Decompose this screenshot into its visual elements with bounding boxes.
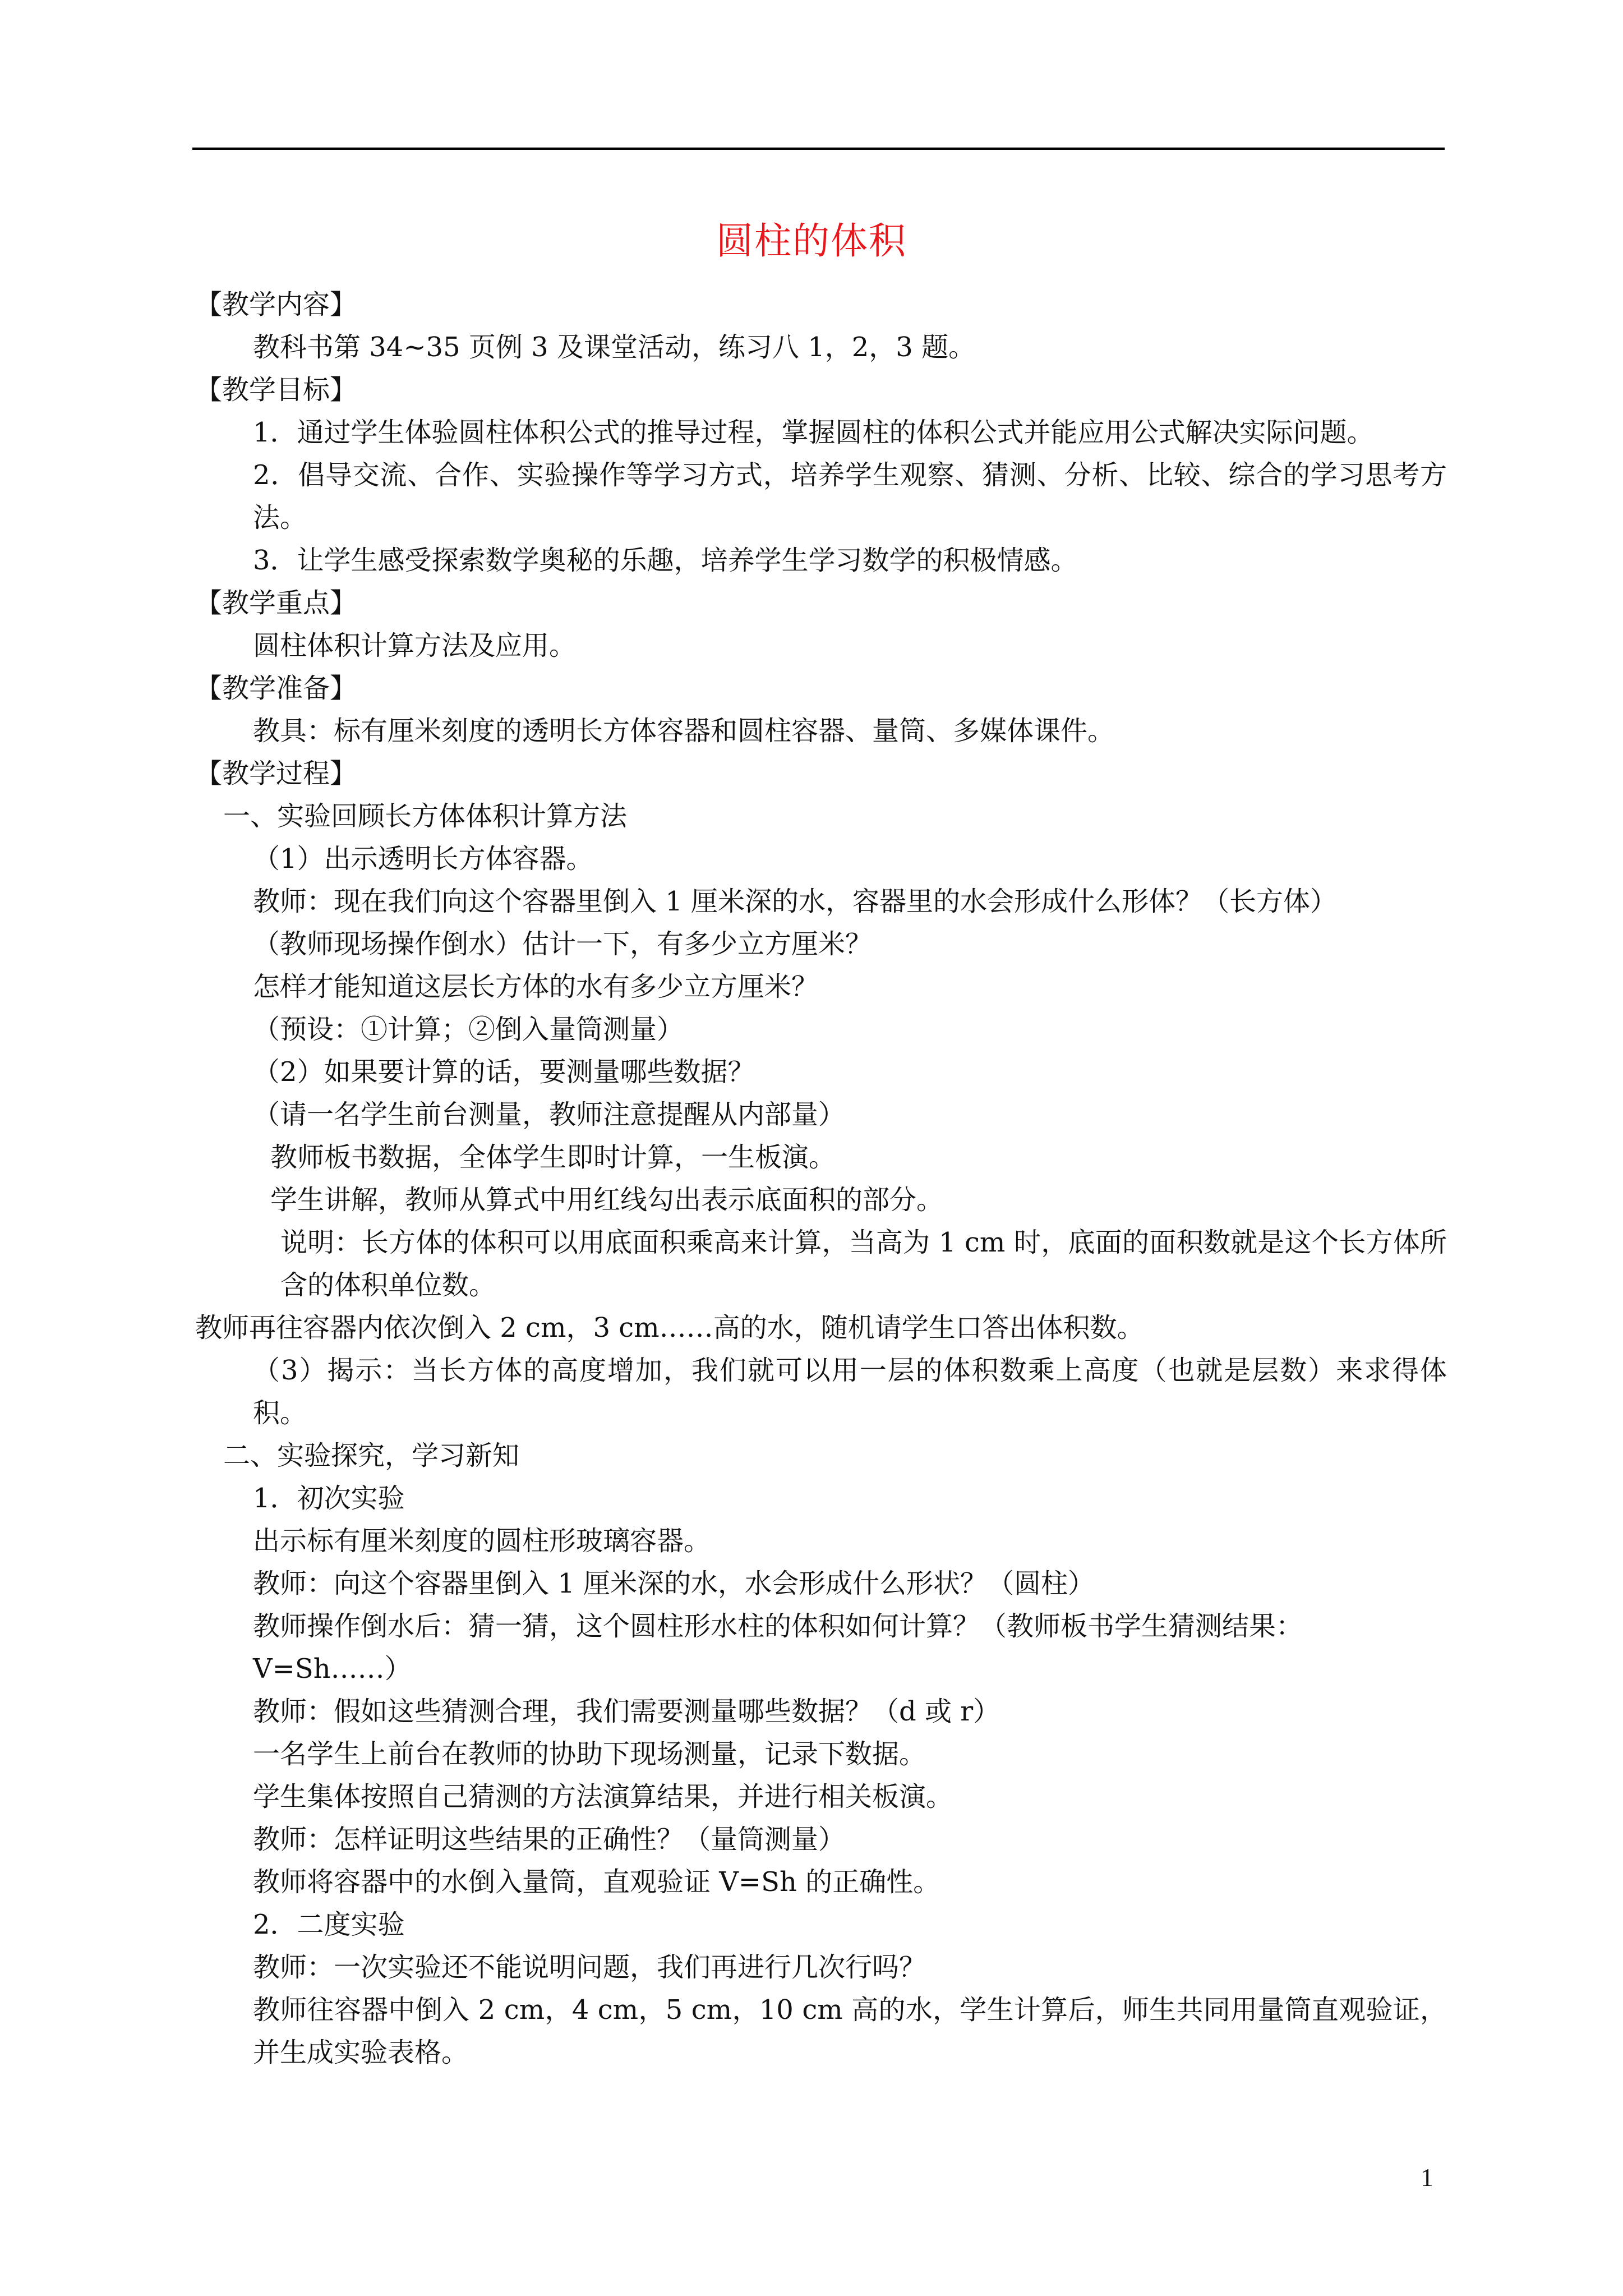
paragraph: 学生讲解，教师从算式中用红线勾出表示底面积的部分。 — [270, 1184, 944, 1216]
section-heading: 【教学内容】 — [195, 289, 357, 320]
section-heading: 【教学过程】 — [195, 758, 357, 789]
paragraph: 2．倡导交流、合作、实验操作等学习方式，培养学生观察、猜测、分析、比较、综合的学习思考方法。 — [253, 459, 1447, 533]
header-rule — [192, 148, 1445, 150]
document-title: 圆柱的体积 — [716, 219, 907, 263]
subsection-heading: 一、实验回顾长方体体积计算方法 — [223, 800, 628, 832]
paragraph: （请一名学生前台测量，教师注意提醒从内部量） — [253, 1099, 846, 1130]
paragraph: 教师再往容器内依次倒入 2 cm，3 cm……高的水，随机请学生口答出体积数。 — [195, 1312, 1144, 1343]
paragraph: 1．初次实验 — [253, 1483, 405, 1514]
paragraph: 教具：标有厘米刻度的透明长方体容器和圆柱容器、量筒、多媒体课件。 — [253, 715, 1115, 747]
paragraph: 教师：向这个容器里倒入 1 厘米深的水，水会形成什么形状？（圆柱） — [253, 1568, 1095, 1599]
paragraph: 教师操作倒水后：猜一猜，这个圆柱形水柱的体积如何计算？（教师板书学生猜测结果：V=Sh……） — [253, 1611, 1303, 1685]
paragraph: 3．让学生感受探索数学奥秘的乐趣，培养学生学习数学的积极情感。 — [253, 545, 1078, 576]
paragraph: （1）出示透明长方体容器。 — [253, 843, 593, 875]
paragraph: 学生集体按照自己猜测的方法演算结果，并进行相关板演。 — [253, 1781, 953, 1812]
paragraph: 圆柱体积计算方法及应用。 — [253, 630, 577, 661]
paragraph: （预设：①计算；②倒入量筒测量） — [253, 1014, 684, 1045]
paragraph: （3）揭示：当长方体的高度增加，我们就可以用一层的体积数乘上高度（也就是层数）来求得体积。 — [253, 1355, 1447, 1429]
paragraph: 怎样才能知道这层长方体的水有多少立方厘米？ — [253, 971, 819, 1002]
paragraph: 教师将容器中的水倒入量筒，直观验证 V=Sh 的正确性。 — [253, 1866, 940, 1898]
paragraph: 教师：假如这些猜测合理，我们需要测量哪些数据？（d 或 r） — [253, 1696, 1000, 1727]
section-heading: 【教学目标】 — [195, 374, 357, 406]
section-heading: 【教学准备】 — [195, 673, 357, 704]
paragraph: 教师：一次实验还不能说明问题，我们再进行几次行吗？ — [253, 1952, 926, 1983]
document-body — [195, 283, 1447, 2074]
paragraph: 教科书第 34~35 页例 3 及课堂活动，练习八 1，2，3 题。 — [253, 332, 976, 363]
paragraph: （教师现场操作倒水）估计一下，有多少立方厘米？ — [253, 928, 873, 960]
paragraph: 一名学生上前台在教师的协助下现场测量，记录下数据。 — [253, 1738, 926, 1770]
paragraph: 出示标有厘米刻度的圆柱形玻璃容器。 — [253, 1525, 711, 1557]
paragraph: 2．二度实验 — [253, 1909, 405, 1940]
section-heading: 【教学重点】 — [195, 587, 357, 619]
paragraph: 教师：怎样证明这些结果的正确性？（量筒测量） — [253, 1824, 846, 1855]
paragraph: 说明：长方体的体积可以用底面积乘高来计算，当高为 1 cm 时，底面的面积数就是这个长方体所含的体积单位数。 — [280, 1227, 1447, 1301]
paragraph: 教师：现在我们向这个容器里倒入 1 厘米深的水，容器里的水会形成什么形体？（长方体） — [253, 886, 1338, 917]
paragraph: 教师往容器中倒入 2 cm，4 cm，5 cm，10 cm 高的水，学生计算后，师生共同用量筒直观验证，并生成实验表格。 — [253, 1994, 1447, 2068]
page-number: 1 — [1421, 2163, 1433, 2192]
paragraph: （2）如果要计算的话，要测量哪些数据？ — [253, 1056, 755, 1088]
paragraph: 1．通过学生体验圆柱体积公式的推导过程，掌握圆柱的体积公式并能应用公式解决实际问题。 — [253, 417, 1374, 448]
subsection-heading: 二、实验探究，学习新知 — [223, 1440, 520, 1471]
paragraph: 教师板书数据，全体学生即时计算，一生板演。 — [270, 1142, 836, 1173]
